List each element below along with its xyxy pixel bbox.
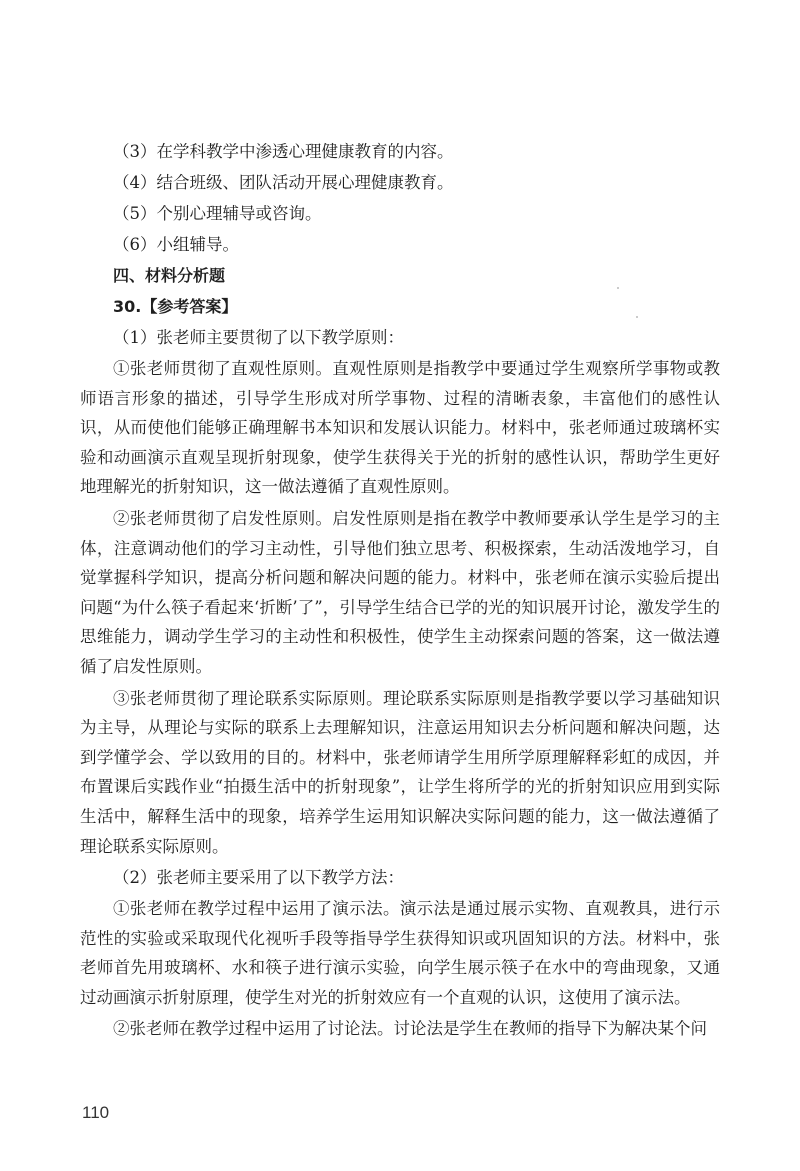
- page-number: 110: [82, 1103, 110, 1122]
- part2-title: （2）张老师主要采用了以下教学方法：: [113, 868, 404, 888]
- part2-paragraph-1: ①张老师在教学过程中运用了演示法。演示法是通过展示实物、直观教具，进行示范性的实验或采取现代化视听手段等指导学生获得知识或巩固知识的方法。材料中，张老师首先用玻璃杯、水和筷子进行演示实验，向学生展示筷子在水中的弯曲现象，又通过动画演示折射原理，使学生对光的折射效应有一个直观的认识，这使用了演示法。: [80, 899, 720, 1007]
- list-item-3: （3）在学科教学中渗透心理健康教育的内容。: [113, 142, 454, 161]
- part1-paragraph-3: ③张老师贯彻了理论联系实际原则。理论联系实际原则是指教学要以学习基础知识为主导，从理论与实际的联系上去理解知识，注意运用知识去分析问题和解决问题，达到学懂学会、学以致用的目的。材料中，张老师请学生用所学原理解释彩虹的成因，并布置课后实践作业“拍摄生活中的折射现象”，让学生将所学的光的折射知识应用到实际生活中，解释生活中的现象，培养学生运用知识解决实际问题的能力，这一做法遵循了理论联系实际原则。: [80, 688, 720, 856]
- list-item-6: （6）小组辅导。: [113, 235, 239, 254]
- list-item-4: （4）结合班级、团队活动开展心理健康教育。: [113, 173, 454, 192]
- part1-title: （1）张老师主要贯彻了以下教学原则：: [113, 328, 404, 347]
- scan-speck: [617, 287, 619, 289]
- scan-speck: [636, 316, 638, 318]
- part1-paragraph-2: ②张老师贯彻了启发性原则。启发性原则是指在教学中教师要承认学生是学习的主体，注意调动他们的学习主动性，引导他们独立思考、积极探索，生动活泼地学习，自觉掌握科学知识，提高分析问题和解决问题的能力。材料中，张老师在演示实验后提出问题“为什么筷子看起来‘折断’了”，引导学生结合已学的光的知识展开讨论，激发学生的思维能力，调动学生学习的主动性和积极性，使学生主动探索问题的答案，这一做法遵循了启发性原则。: [80, 508, 720, 676]
- answer-label: 30.【参考答案】: [113, 297, 238, 316]
- section-heading: 四、材料分析题: [113, 266, 226, 285]
- page-content: [80, 137, 720, 1046]
- part2-paragraph-2: ②张老师在教学过程中运用了讨论法。讨论法是学生在教师的指导下为解决某个问: [113, 1019, 707, 1039]
- list-item-5: （5）个别心理辅导或咨询。: [113, 204, 322, 223]
- part1-paragraph-1: ①张老师贯彻了直观性原则。直观性原则是指教学中要通过学生观察所学事物或教师语言形象的描述，引导学生形成对所学事物、过程的清晰表象，丰富他们的感性认识，从而使他们能够正确理解书本知识和发展认识能力。材料中，张老师通过玻璃杯实验和动画演示直观呈现折射现象，使学生获得关于光的折射的感性认识，帮助学生更好地理解光的折射知识，这一做法遵循了直观性原则。: [80, 359, 720, 497]
